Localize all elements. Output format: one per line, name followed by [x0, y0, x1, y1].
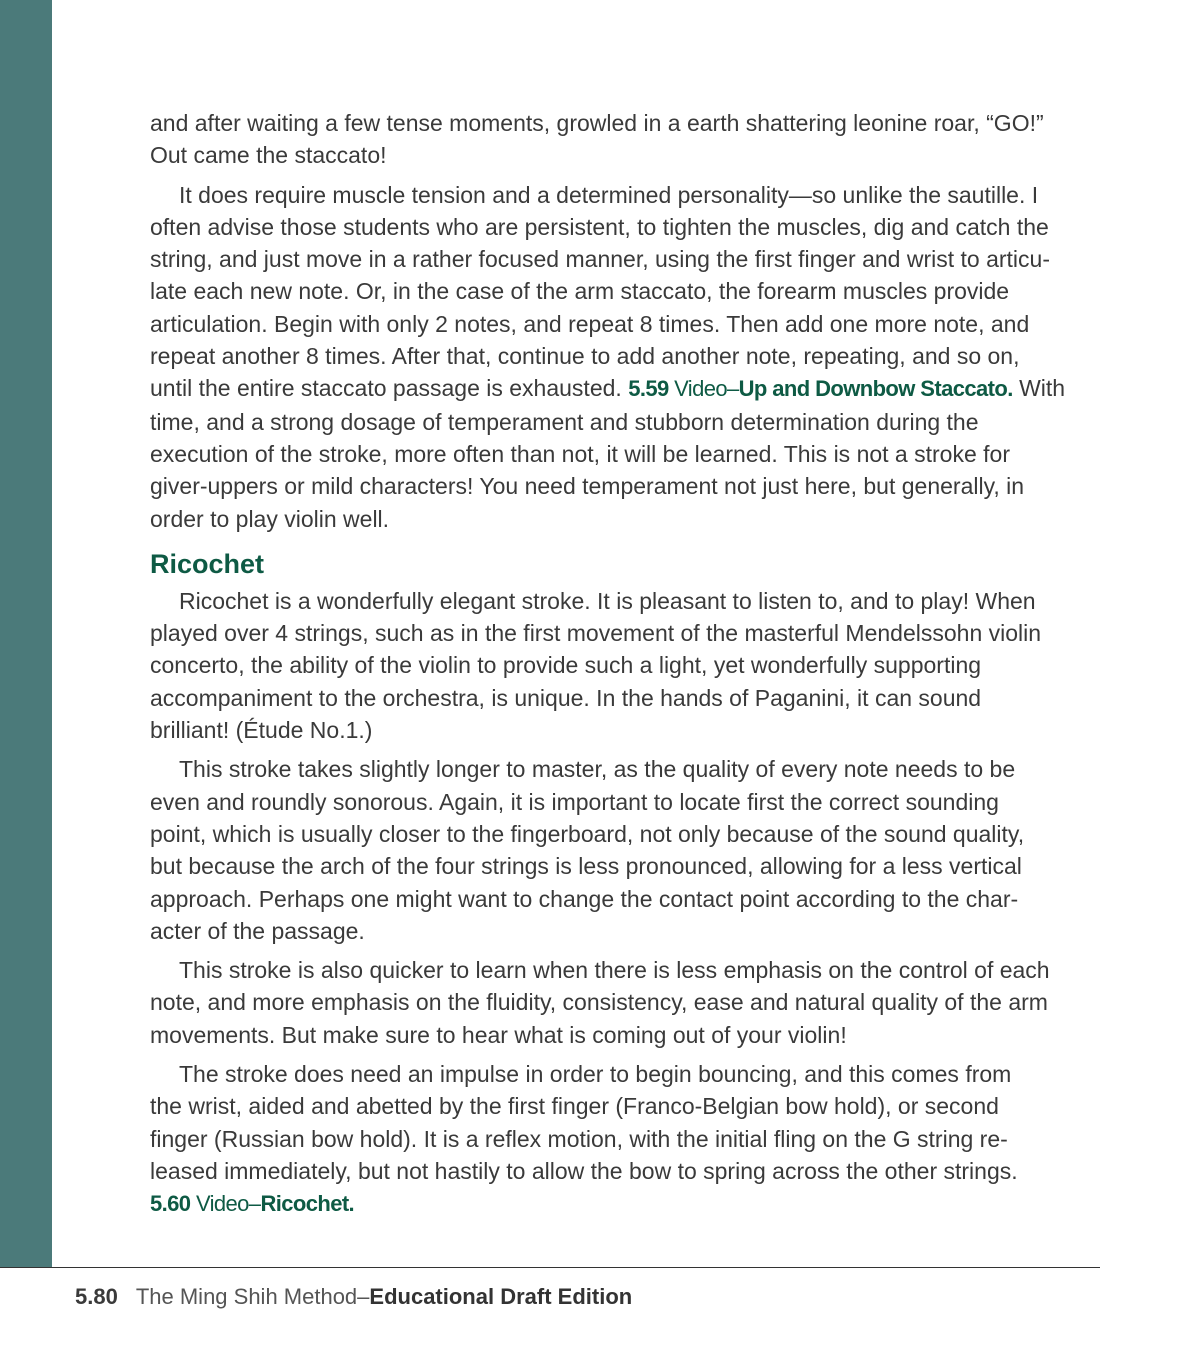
section-heading: Ricochet	[150, 548, 265, 579]
link-line-prefix: until the entire staccato passage is exhausted.	[150, 375, 629, 402]
edition-label: Educational Draft Edition	[369, 1284, 633, 1309]
text-line: accompaniment to the orchestra, is unique. In the hands of Paganini, it can sound	[150, 684, 982, 711]
paragraph-ricochet-3	[150, 954, 1105, 1051]
paragraph-ricochet-4	[150, 1058, 1105, 1220]
text-line: giver-uppers or mild characters! You need temperament not just here, but generally, in	[150, 473, 1025, 500]
video-link-ricochet[interactable]	[150, 1191, 354, 1216]
text-line: The stroke does need an impulse in order to begin bouncing, and this comes from	[179, 1061, 1012, 1088]
link-line-suffix: With	[1012, 375, 1066, 402]
text-line: even and roundly sonorous. Again, it is important to locate first the correct sounding	[150, 788, 999, 815]
video-link-number: 5.59	[628, 376, 669, 402]
text-line: time, and a strong dosage of temperament and stubborn determination during the	[150, 408, 979, 435]
text-line: order to play violin well.	[150, 505, 390, 532]
text-line: string, and just move in a rather focused manner, using the first finger and wrist to articu-	[150, 246, 1050, 273]
text-line: often advise those students who are persistent, to tighten the muscles, dig and catch the	[150, 213, 1049, 240]
text-line: finger (Russian bow hold). It is a reflex motion, with the initial fling on the G string re-	[150, 1125, 1008, 1152]
text-line: repeat another 8 times. After that, continue to add another note, repeating, and so on,	[150, 343, 1020, 370]
video-link-word: Video–	[674, 376, 739, 402]
paragraph-ricochet-2	[150, 753, 1105, 947]
text-line: It does require muscle tension and a determined personality—so unlike the sautille. I	[179, 181, 1039, 208]
text-line-with-link	[150, 1187, 1105, 1220]
text-line: late each new note. Or, in the case of the arm staccato, the forearm muscles provide	[150, 278, 1010, 305]
text-line-with-link	[150, 372, 1105, 405]
text-line: note, and more emphasis on the fluidity, consistency, ease and natural quality of the arm	[150, 989, 1048, 1016]
body-content	[150, 107, 1105, 1228]
video-link-staccato[interactable]	[628, 376, 1013, 401]
text-line: This stroke is also quicker to learn when there is less emphasis on the control of each	[179, 957, 1050, 984]
paragraph-ricochet-1	[150, 585, 1105, 746]
book-title: The Ming Shih Method–	[135, 1284, 370, 1309]
text-line: This stroke takes slightly longer to master, as the quality of every note needs to be	[179, 756, 1016, 783]
text-line: leased immediately, but not hastily to allow the bow to spring across the other strings.	[150, 1157, 1018, 1184]
video-link-title: Ricochet.	[260, 1191, 355, 1217]
text-line: Out came the staccato!	[150, 142, 387, 169]
text-line: the wrist, aided and abetted by the first finger (Franco-Belgian bow hold), or second	[150, 1093, 999, 1120]
text-line: concerto, the ability of the violin to provide such a light, yet wonderfully supporting	[150, 652, 982, 679]
text-line: brilliant! (Étude No.1.)	[150, 717, 373, 744]
video-link-word: Video–	[195, 1191, 261, 1217]
text-line: Ricochet is a wonderfully elegant stroke. It is pleasant to listen to, and to play! When	[179, 587, 1036, 614]
footer-divider	[0, 1267, 1100, 1268]
text-line: acter of the passage.	[150, 917, 365, 944]
text-line: movements. But make sure to hear what is coming out of your violin!	[150, 1021, 847, 1048]
text-line: articulation. Begin with only 2 notes, and repeat 8 times. Then add one more note, and	[150, 310, 1030, 337]
page-footer	[75, 1283, 632, 1311]
video-link-title: Up and Downbow Staccato.	[738, 376, 1013, 402]
page-number: 5.80	[75, 1284, 118, 1309]
text-line: execution of the stroke, more often than not, it will be learned. This is not a stroke for	[150, 440, 1010, 467]
side-color-bar	[0, 0, 52, 1268]
text-line: but because the arch of the four strings is less pronounced, allowing for a less vertical	[150, 853, 1022, 880]
text-line: point, which is usually closer to the fingerboard, not only because of the sound quality,	[150, 820, 1025, 847]
text-line: played over 4 strings, such as in the first movement of the masterful Mendelssohn violin	[150, 620, 1042, 647]
text-line: approach. Perhaps one might want to change the contact point according to the char-	[150, 885, 1019, 912]
paragraph-intro	[150, 107, 1105, 172]
video-link-number: 5.60	[150, 1191, 191, 1217]
text-line: and after waiting a few tense moments, growled in a earth shattering leonine roar, “GO!”	[150, 110, 1044, 136]
paragraph-staccato	[150, 179, 1105, 535]
